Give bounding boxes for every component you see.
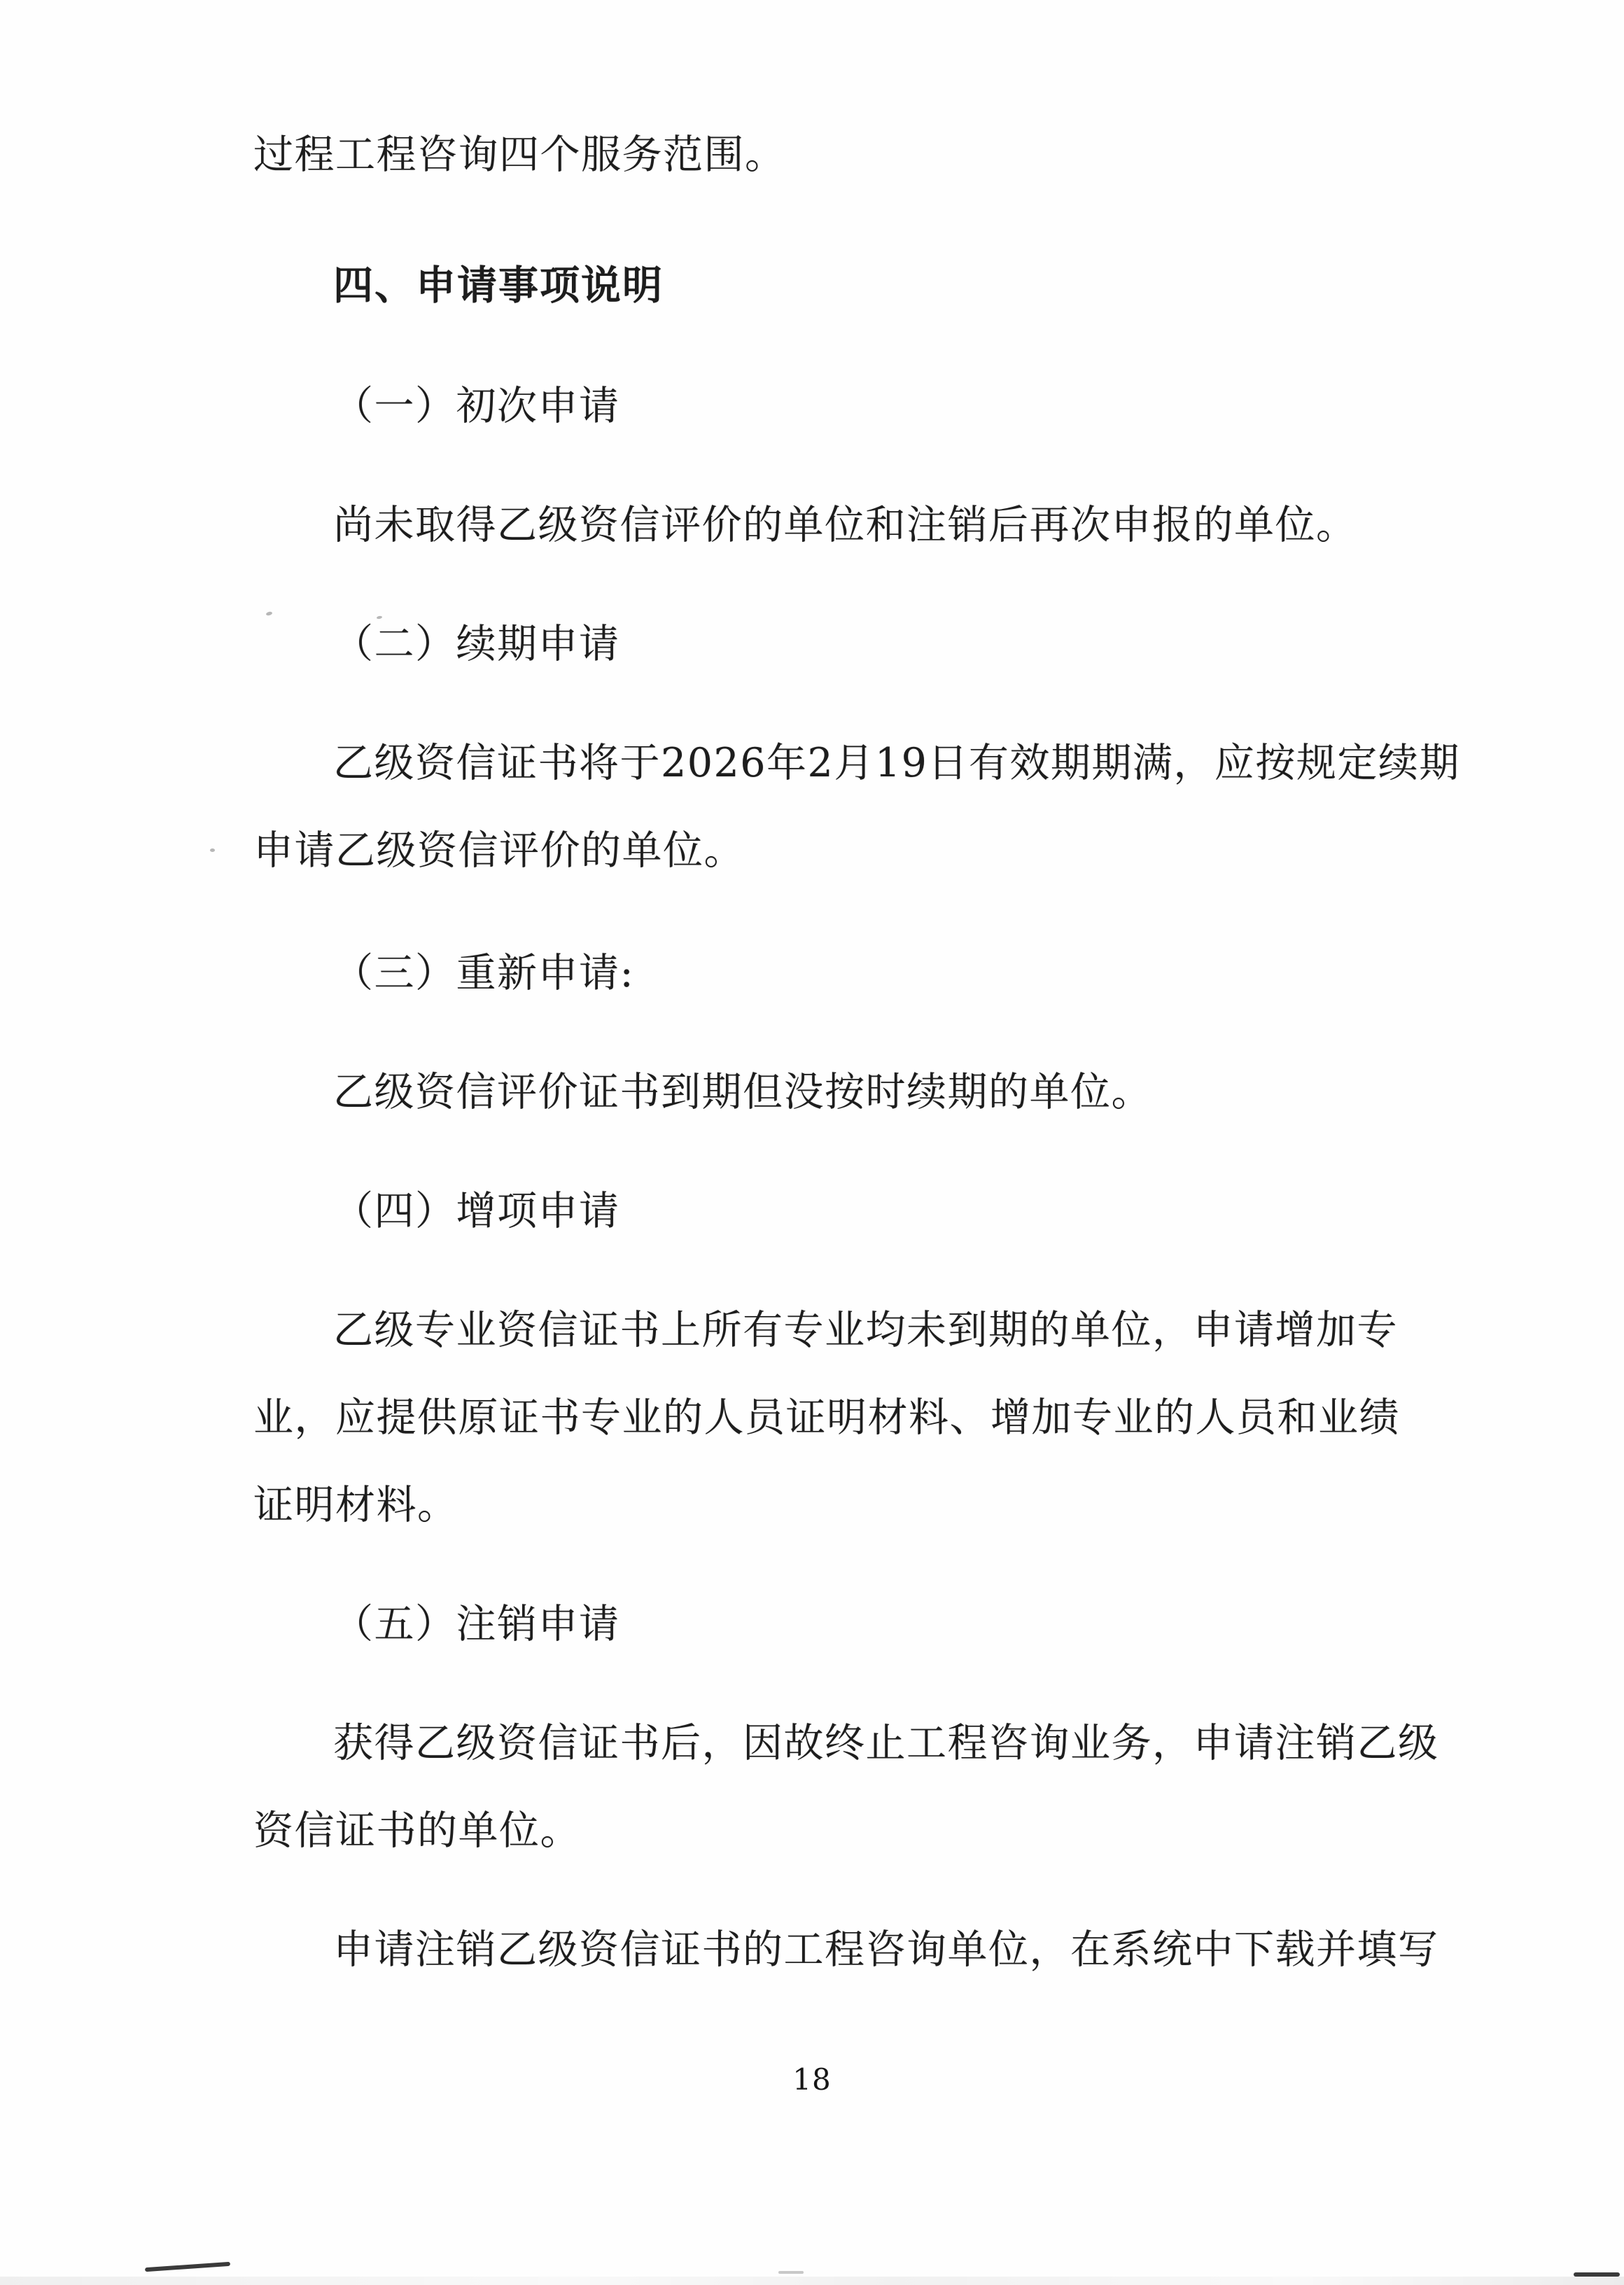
scan-artifact-dash-center bbox=[778, 2271, 804, 2274]
scan-speck bbox=[266, 611, 273, 616]
section-heading-4: 四、申请事项说明 bbox=[333, 262, 664, 309]
paragraph-cancel-line-2: 资信证书的单位。 bbox=[253, 1808, 581, 1854]
paragraph-renewal-line-2: 申请乙级资信评价的单位。 bbox=[253, 827, 745, 874]
scan-edge-band bbox=[0, 2277, 1624, 2285]
subheading-item-2: （二）续期申请 bbox=[333, 621, 620, 667]
paragraph-initial-apply: 尚未取得乙级资信评价的单位和注销后再次申报的单位。 bbox=[333, 502, 1357, 548]
paragraph-addition-line-2: 业，应提供原证书专业的人员证明材料、增加专业的人员和业绩 bbox=[253, 1395, 1400, 1441]
subheading-item-3: （三）重新申请: bbox=[333, 950, 635, 996]
paragraph-cancel-line-1: 获得乙级资信证书后，因故终止工程咨询业务，申请注销乙级 bbox=[333, 1720, 1439, 1766]
paragraph-cancel-line-3: 申请注销乙级资信证书的工程咨询单位，在系统中下载并填写 bbox=[333, 1927, 1439, 1973]
body-line-continuation: 过程工程咨询四个服务范围。 bbox=[253, 132, 786, 178]
page-number: 18 bbox=[792, 2062, 832, 2097]
scan-artifact-dash-left bbox=[145, 2262, 230, 2272]
paragraph-addition-line-3: 证明材料。 bbox=[253, 1482, 458, 1528]
scan-speck bbox=[210, 848, 215, 852]
subheading-item-1: （一）初次申请 bbox=[333, 383, 620, 429]
scan-speck bbox=[377, 615, 383, 619]
paragraph-renewal-line-1: 乙级资信证书将于2026年2月19日有效期期满，应按规定续期 bbox=[333, 740, 1460, 786]
subheading-item-4: （四）增项申请 bbox=[333, 1188, 620, 1234]
subheading-item-5: （五）注销申请 bbox=[333, 1601, 620, 1647]
paragraph-reapply: 乙级资信评价证书到期但没按时续期的单位。 bbox=[333, 1069, 1152, 1115]
paragraph-addition-line-1: 乙级专业资信证书上所有专业均未到期的单位，申请增加专 bbox=[333, 1307, 1398, 1353]
